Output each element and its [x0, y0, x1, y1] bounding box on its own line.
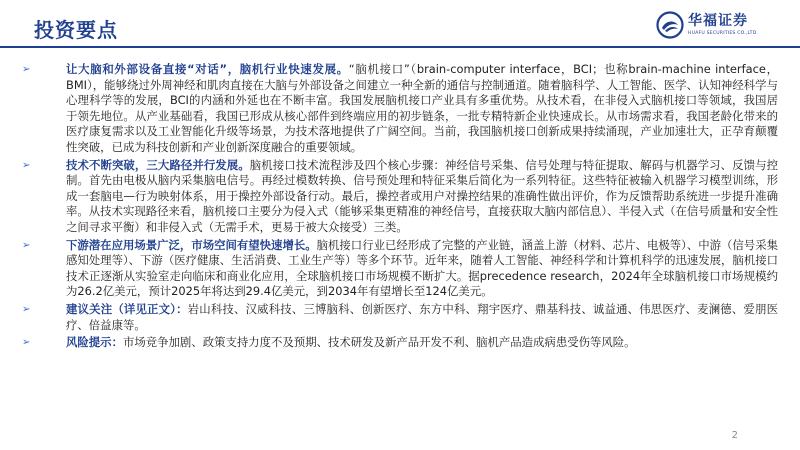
page-number: 2: [731, 430, 738, 441]
point-lead: 让大脑和外部设备直接“对话”，脑机行业快速发展。: [66, 62, 349, 76]
point-body: 脑机接口技术流程涉及四个核心步骤：神经信号采集、信号处理与特征提取、解码与机器学习、反馈与控制。首先由电极从脑内采集脑电信号。再经过模数转换、信号预处理和特征采集后简化为一系列特征。这些特征被输入机器学习模型训练，形成一套脑电—行为映射体系，用于操控外部设备行动。最后，操控者或用户对操控结果的准确性做出评价，作为反馈帮助系统进一步提升准确率。从技术实现路径来看，脑机接口主要分为侵入式（能够采集更精准的神经信号，直接获取大脑内部信息）、半侵入式（在信号质量和安全性之间寻求平衡）和非侵入式（无需手术，更易于被大众接受）三类。: [66, 157, 778, 234]
logo-text-cn: 华福证券: [688, 13, 748, 29]
point-lead: 下游潜在应用场景广泛，市场空间有望快速增长。: [66, 237, 317, 252]
point-market-space: [22, 238, 778, 300]
point-risk-warning: [22, 335, 778, 351]
point-lead: 风险提示：: [66, 335, 123, 350]
logo-text-en: HUAFU SECURITIES CO.,LTD.: [688, 31, 759, 36]
page-title: 投资要点: [34, 18, 118, 42]
point-body: 脑机接口行业已经形成了完整的产业链，涵盖上游（材料、芯片、电极等）、中游（信号采集感知处理等）、下游（医疗健康、生活消费、工业生产等）等多个环节。近年来，随着人工智能、神经科学和计算机科学的迅速发展，脑机接口技术正逐渐从实验室走向临床和商业化应用，全球脑机接口市场规模不断扩大。据precedence research，2024年全球脑机接口市场规模约为26.2亿美元，预计2025年将达到29.4亿美元，到2034年有望增长至124亿美元。: [66, 237, 778, 299]
point-body: 岩山科技、汉威科技、三博脑科、创新医疗、东方中科、翔宇医疗、鼎基科技、诚益通、伟思医疗、麦澜德、爱朋医疗、倍益康等。: [66, 301, 778, 332]
point-technology-paths: [22, 158, 778, 236]
bullet-arrow-icon: ➢: [22, 159, 31, 171]
point-recommendations: [22, 302, 778, 333]
title-divider: [0, 46, 800, 48]
point-body: 市场竞争加剧、政策支持力度不及预期、技术研发及新产品开发不利、脑机产品造成病患受伤等风险。: [122, 335, 636, 350]
company-logo: [656, 8, 774, 42]
point-lead: 建议关注（详见正文）：: [66, 301, 188, 316]
huafu-logo-icon: [656, 11, 684, 39]
point-lead: 技术不断突破，三大路径并行发展。: [66, 157, 250, 172]
investment-points: [22, 62, 778, 353]
bullet-arrow-icon: ➢: [22, 303, 31, 315]
point-body: “脑机接口”（brain-computer interface，BCI；也称brain-machine interface，BMI），能够绕过外周神经和肌肉直接在大脑与外部设备之间建立一种全新的通信与控制通道。随着脑科学、人工智能、医学、认知神经科学与心理科学等的发展，BCI的内涵和外延也在不断丰富。我国发展脑机接口产业具有多重优势。从技术看，在非侵入式脑机接口等领域，我国居于领先地位。从产业基础看，我国已形成从核心部件到终端应用的初步链条，一批专精特新企业快速成长。从市场需求看，我国老龄化带来的医疗康复需求以及工业智能化升级等场景，为技术落地提供了广阔空间。当前，我国脑机接口创新成果持续涌现，产业加速壮大，正孕育颠覆性突破，已成为科技创新和产业创新深度融合的重要领域。: [66, 62, 778, 154]
point-industry-development: [22, 62, 778, 156]
bullet-arrow-icon: ➢: [22, 239, 31, 251]
bullet-arrow-icon: ➢: [22, 64, 31, 75]
bullet-arrow-icon: ➢: [22, 337, 31, 349]
